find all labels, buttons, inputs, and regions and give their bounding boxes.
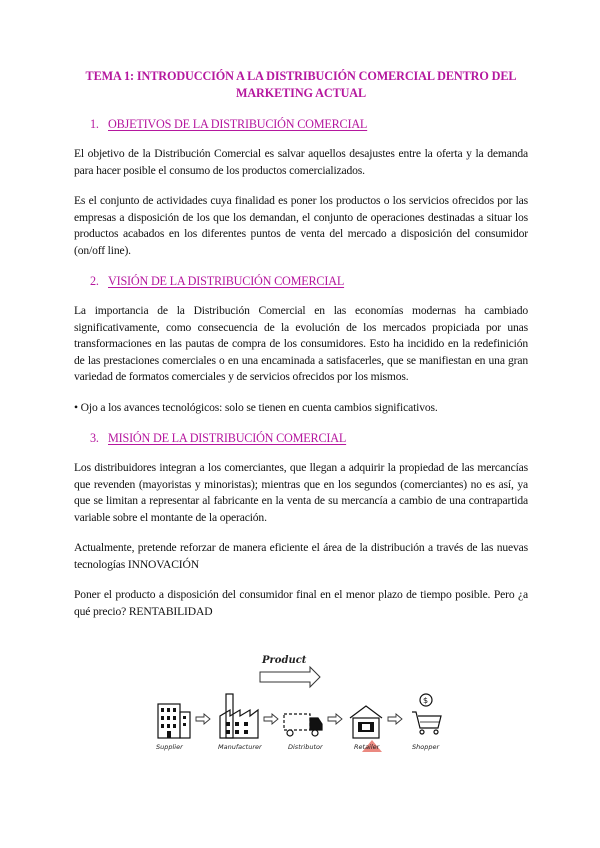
- manufacturer-factory-icon: [220, 694, 258, 738]
- bullet-paragraph: • Ojo a los avances tecnológicos: solo se tienen en cuenta cambios significativos.: [74, 400, 438, 414]
- supply-chain-diagram: [150, 652, 450, 762]
- section-number: 1.: [90, 117, 99, 131]
- section-number: 2.: [90, 274, 99, 288]
- document-title: TEMA 1: INTRODUCCIÓN A LA DISTRIBUCIÓN COMERCIAL DENTRO DEL MARKETING ACTUAL: [85, 69, 517, 100]
- flow-arrow-icon: [328, 714, 342, 724]
- stage-label-distributor: Distributor: [288, 743, 323, 751]
- distributor-truck-icon: [284, 714, 322, 736]
- stage-label-manufacturer: Manufacturer: [218, 743, 262, 751]
- section-title: VISIÓN DE LA DISTRIBUCIÓN COMERCIAL: [108, 274, 345, 288]
- section-heading-mision: [90, 430, 528, 446]
- stage-label-retailer: Retailer: [354, 743, 380, 751]
- paragraph: Poner el producto a disposición del consumidor final en el menor plazo de tiempo posible. Pero ¿a qué precio? RENTABILIDAD: [74, 588, 528, 618]
- paragraph: Los distribuidores integran a los comerciantes, que llegan a adquirir la propiedad de las mercancías que revenden (mayoristas y minoristas); mientras que en los segundos (comerciantes) no es así, ya que se limitan a representar al fabricante en la venta de su mercancía a cambio de una contrapartida variable sobre el montante de la operación.: [74, 461, 528, 524]
- section-number: 3.: [90, 431, 99, 445]
- paragraph: El objetivo de la Distribución Comercial es salvar aquellos desajustes entre la oferta y la demanda para hacer posible el consumo de los productos comercializados.: [74, 147, 528, 177]
- shopper-cart-icon: [412, 694, 441, 734]
- section-title: OBJETIVOS DE LA DISTRIBUCIÓN COMERCIAL: [108, 117, 368, 131]
- svg-text:$: $: [423, 696, 429, 705]
- section-heading-objetivos: [90, 116, 528, 132]
- section-title: MISIÓN DE LA DISTRIBUCIÓN COMERCIAL: [108, 431, 347, 445]
- flow-arrow-icon: [196, 714, 210, 724]
- paragraph: La importancia de la Distribución Comercial en las economías modernas ha cambiado significativamente, como consecuencia de la evolución de los mercados propiciada por unas transformaciones en las pautas de compra de los consumidores. Esto ha incidido en la redefinición de las prestaciones comerciales o en una encaminada a satisfacerles, que se manifiestan en una gran variedad de formatos comerciales y de servicios ofrecidos por los mismos.: [74, 304, 528, 383]
- product-arrow-icon: [260, 667, 320, 687]
- product-label: Product: [262, 655, 307, 666]
- paragraph: Actualmente, pretende reforzar de manera eficiente el área de la distribución a través de las nuevas tecnologías INNOVACIÓN: [74, 541, 528, 571]
- flow-arrow-icon: [388, 714, 402, 724]
- stage-label-shopper: Shopper: [412, 743, 440, 751]
- paragraph: Es el conjunto de actividades cuya finalidad es poner los productos o los servicios ofrecidos por las empresas a disposición de los que los demandan, el conjunto de operaciones destinadas a situar los productos acabados en los diferentes puntos de venta del mercado a disposición del consumidor (on/off line).: [74, 194, 528, 257]
- stage-label-supplier: Supplier: [156, 743, 183, 751]
- document-page: [74, 68, 528, 634]
- section-heading-vision: [90, 273, 528, 289]
- flow-arrow-icon: [264, 714, 278, 724]
- supplier-building-icon: [158, 704, 190, 738]
